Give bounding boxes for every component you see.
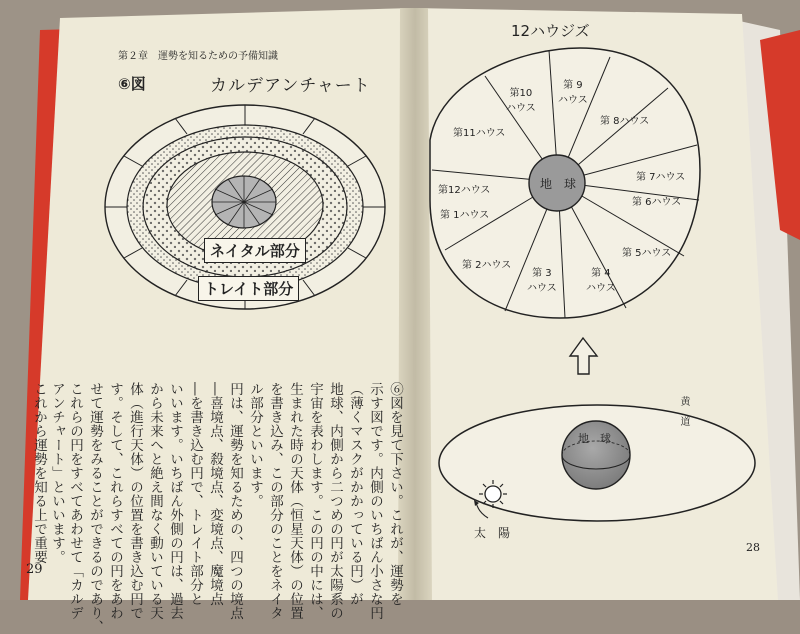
house-1-label: 第 1ハウス xyxy=(440,210,490,221)
house-2-label: 第 2ハウス xyxy=(462,260,512,271)
figure-title: カルデアンチャート xyxy=(210,76,371,96)
houses-earth-label: 地 球 xyxy=(540,177,577,191)
house-5-label: 第 5ハウス xyxy=(622,248,672,259)
running-header: 第２章 運勢を知るための予備知識 xyxy=(118,51,278,62)
sun-label: 太 陽 xyxy=(474,526,511,540)
house-6-label: 第 6ハウス xyxy=(632,197,682,208)
body-column-7: を書き込み、この部分のことをネイタ xyxy=(267,382,283,620)
body-column-5: 宇宙を表わします。この円の中には、 xyxy=(307,382,323,620)
right-page-number: 28 xyxy=(746,541,760,554)
body-column-17: これらの円をすべてあわせて「カルデ xyxy=(67,382,83,620)
body-column-13: から未来へと絶え間なく動いている天 xyxy=(147,382,163,620)
body-column-15: す。そして、これらすべての円をあわ xyxy=(107,382,123,620)
body-column-10: ―喜境点、殺境点、変境点、魔境点 xyxy=(207,382,223,606)
house-10-label: 第10 ハウス xyxy=(506,88,536,114)
transit-label: トレイト部分 xyxy=(198,276,299,301)
body-column-6: 生まれた時の天体（恒星天体）の位置 xyxy=(287,382,303,620)
body-column-19: これから運勢を知る上で重要 xyxy=(31,382,47,564)
house-4-label: 第 4 ハウス xyxy=(586,268,616,294)
body-column-11: ―を書き込む円で、トレイト部分と xyxy=(187,382,203,606)
house-7-label: 第 7ハウス xyxy=(636,172,686,183)
natal-label: ネイタル部分 xyxy=(204,238,306,263)
body-column-4: 地球、内側から二つめの円が太陽系の xyxy=(327,382,343,620)
house-12-label: 第12ハウス xyxy=(438,185,491,196)
body-column-16: せて運勢をみることができるのであり、 xyxy=(87,382,103,634)
body-column-9: 円は、運勢を知るための、四つの境点 xyxy=(227,382,243,620)
body-column-18: アンチャート」といいます。 xyxy=(49,382,65,564)
body-column-14: 体（進行天体）の位置を書き込む円で xyxy=(127,382,143,620)
house-9-label: 第 9 ハウス xyxy=(558,80,588,106)
left-page-number: 29 xyxy=(26,562,43,577)
ecliptic-earth-label: 地 球 xyxy=(578,432,611,445)
house-11-label: 第11ハウス xyxy=(453,128,506,139)
body-column-3: （薄くマスクがかかっている円）が xyxy=(347,382,363,606)
ecliptic-diagram xyxy=(439,405,755,521)
houses-title: 12ハウジズ xyxy=(511,22,590,40)
ecliptic-label: 黄 道 xyxy=(678,396,689,426)
body-column-1: ⑥図を見て下さい。これが、運勢を xyxy=(387,382,403,606)
house-8-label: 第 8ハウス xyxy=(600,116,650,127)
figure-number: ⑥図 xyxy=(118,75,146,93)
house-3-label: 第 3 ハウス xyxy=(527,268,557,294)
body-column-2: 示す図です。内側のいちばん小さな円 xyxy=(367,382,383,620)
body-column-12: いいます。いちばん外側の円は、過去 xyxy=(167,382,183,620)
body-column-8: ル部分といいます。 xyxy=(247,382,263,508)
